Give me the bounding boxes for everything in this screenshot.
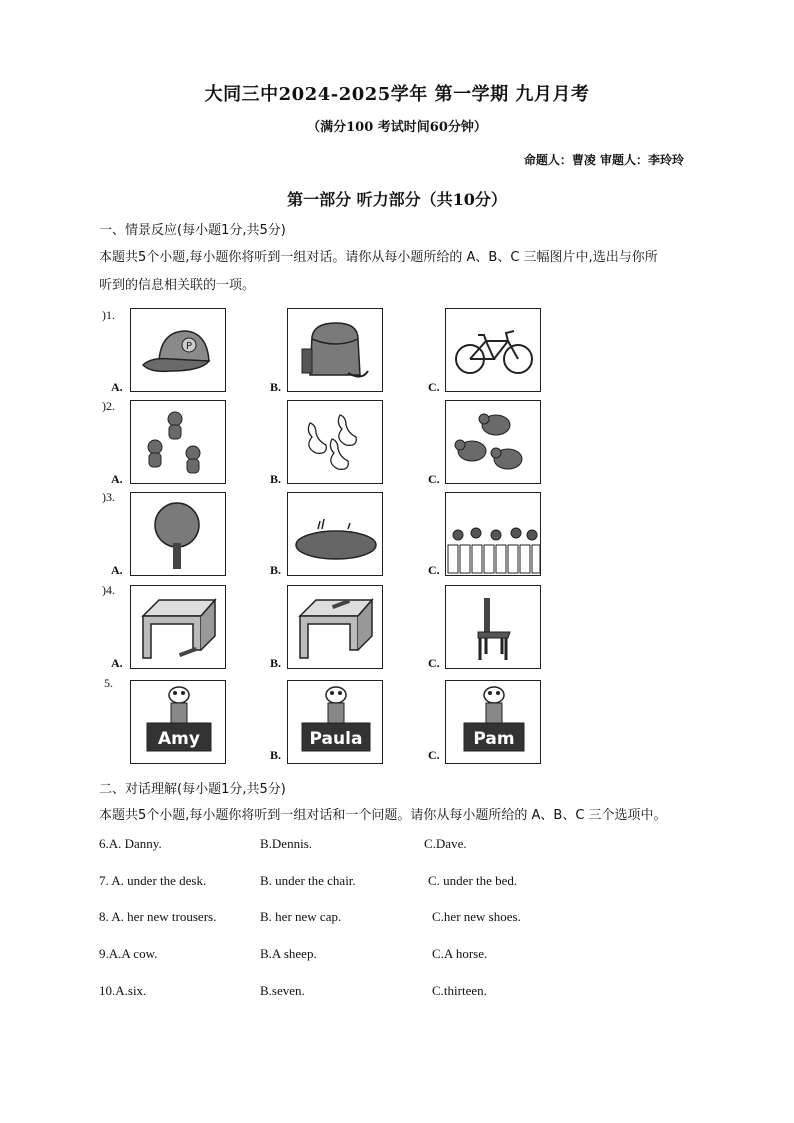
option-label: A. xyxy=(111,563,123,577)
option-label: C. xyxy=(428,472,440,486)
answer-option-c[interactable]: C.Dave. xyxy=(424,836,467,851)
flowers-icon[interactable] xyxy=(445,492,541,576)
answer-option-b[interactable]: B.A sheep. xyxy=(260,946,317,961)
name-card-text: Amy xyxy=(158,729,200,749)
answer-option-a[interactable]: 8. A. her new trousers. xyxy=(99,909,217,924)
pond-icon[interactable] xyxy=(287,492,383,576)
name-card-text: Pam xyxy=(473,729,515,749)
section1-heading: 一、情景反应(每小题1分,共5分) xyxy=(99,223,286,238)
question-number: )1. xyxy=(102,308,115,322)
hens-icon[interactable] xyxy=(445,400,541,484)
answer-option-c[interactable]: C.her new shoes. xyxy=(432,909,521,924)
answer-option-b[interactable]: B.Dennis. xyxy=(260,836,312,851)
option-label: C. xyxy=(428,656,440,670)
cap-icon[interactable] xyxy=(130,308,226,392)
option-label: B. xyxy=(270,563,282,577)
cats-icon[interactable] xyxy=(130,400,226,484)
bicycle-icon[interactable] xyxy=(445,308,541,392)
answer-option-a[interactable]: 7. A. under the desk. xyxy=(99,873,207,888)
option-label: A. xyxy=(111,656,123,670)
section2-instruction: 本题共5个小题,每小题你将听到一组对话和一个问题。请你从每小题所给的 A、B、C 三个选项中。 xyxy=(99,808,667,823)
answer-option-a[interactable]: 10.A.six. xyxy=(99,983,147,998)
answer-option-c[interactable]: C.thirteen. xyxy=(432,983,487,998)
option-label: C. xyxy=(428,563,440,577)
option-label: B. xyxy=(270,656,282,670)
answer-option-b[interactable]: B.seven. xyxy=(260,983,305,998)
option-label: B. xyxy=(270,472,282,486)
answer-option-a[interactable]: 9.A.A cow. xyxy=(99,946,158,961)
name-card-icon[interactable] xyxy=(445,680,541,764)
bag-icon[interactable] xyxy=(287,308,383,392)
question-number: 5. xyxy=(104,676,113,690)
name-card-icon[interactable] xyxy=(287,680,383,764)
answer-option-c[interactable]: C. under the bed. xyxy=(428,873,518,888)
answer-option-b[interactable]: B. under the chair. xyxy=(260,873,356,888)
exam-authors: 命题人：曹凌 审题人：李玲玲 xyxy=(523,153,684,167)
question-number: )2. xyxy=(102,399,115,413)
answer-option-c[interactable]: C.A horse. xyxy=(432,946,488,961)
part-title: 第一部分 听力部分（共10分） xyxy=(287,190,507,209)
section2-heading: 二、对话理解(每小题1分,共5分) xyxy=(99,782,286,797)
exam-title: 大同三中2024-2025学年 第一学期 九月月考 xyxy=(204,84,590,105)
option-label: B. xyxy=(270,380,282,394)
answer-option-a[interactable]: 6.A. Danny. xyxy=(99,836,162,851)
desk-pencil-under-icon[interactable] xyxy=(130,585,226,669)
geese-icon[interactable] xyxy=(287,400,383,484)
answer-option-b[interactable]: B. her new cap. xyxy=(260,909,342,924)
option-label: C. xyxy=(428,380,440,394)
option-label: B. xyxy=(270,748,282,762)
chair-icon[interactable] xyxy=(445,585,541,669)
exam-subtitle: （满分100 考试时间60分钟） xyxy=(307,120,487,135)
name-card-text: Paula xyxy=(309,729,363,749)
name-card-icon[interactable] xyxy=(130,680,226,764)
question-number: )4. xyxy=(102,583,115,597)
tree-icon[interactable] xyxy=(130,492,226,576)
section1-instruction-line2: 听到的信息相关联的一项。 xyxy=(99,278,256,293)
desk-pencil-on-icon[interactable] xyxy=(287,585,383,669)
option-label: C. xyxy=(428,748,440,762)
section1-instruction-line1: 本题共5个小题,每小题你将听到一组对话。请你从每小题所给的 A、B、C 三幅图片中,选出与你所 xyxy=(99,250,658,265)
question-number: )3. xyxy=(102,490,115,504)
option-label: A. xyxy=(111,380,123,394)
option-label: A. xyxy=(111,472,123,486)
svg-text:P: P xyxy=(186,341,193,352)
